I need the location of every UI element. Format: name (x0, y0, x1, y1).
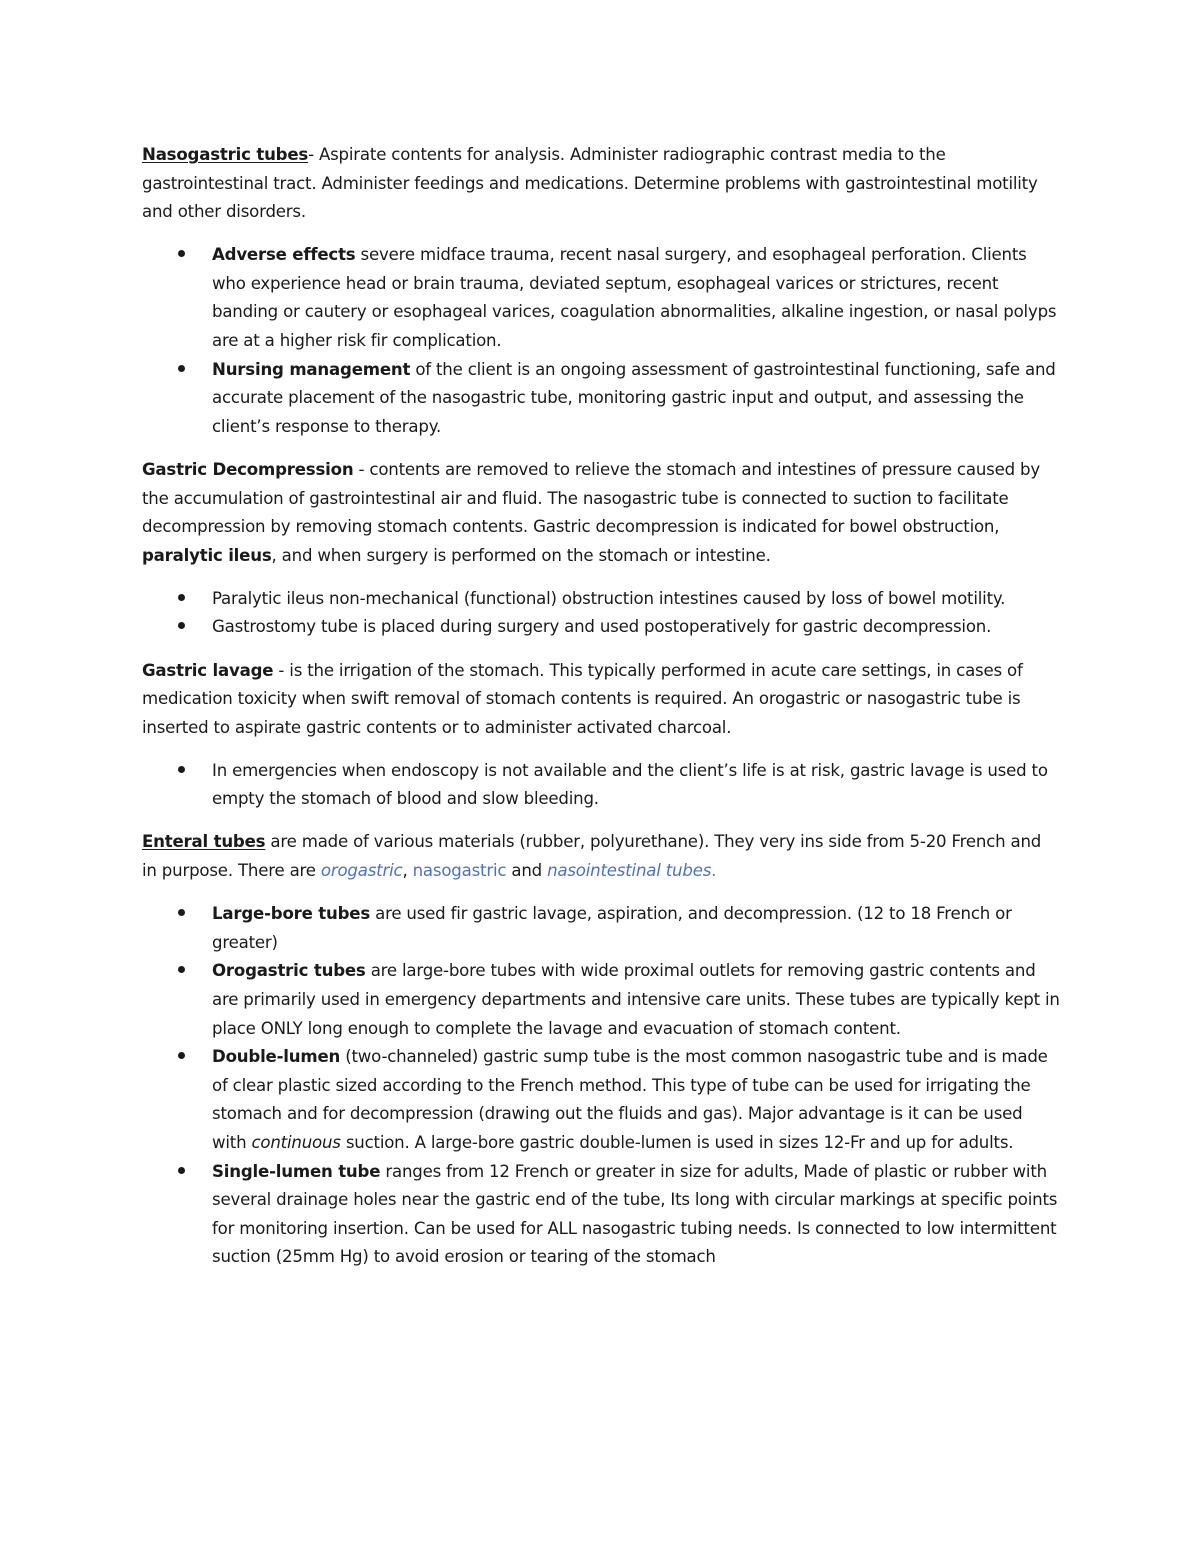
gastric-decompression-text-end: , and when surgery is performed on the stomach or intestine. (271, 545, 771, 565)
gastrostomy-text: Gastrostomy tube is placed during surgery and used postoperatively for gastric decompression. (212, 617, 992, 637)
paralytic-ileus-term: paralytic ileus (142, 545, 272, 565)
bullet-icon (174, 1043, 188, 1072)
nursing-management-term: Nursing management (212, 359, 411, 379)
adverse-effects-text: severe midface trauma, recent nasal surgery, and esophageal perforation. Clients who experience head or brain trauma, deviated septum, esophageal varices or strictures, recent banding or cautery or esophageal varices, coagulation abnormalities, alkaline ingestion, or nasal polyps are at a higher risk fir complication. (212, 245, 1057, 351)
gastric-lavage-heading: Gastric lavage (142, 660, 274, 680)
list-item (142, 356, 1060, 442)
double-lumen-text: (two-channeled) gastric sump tube is the most common nasogastric tube and is made of clear plastic sized according to the French method. This type of tube can be used for irrigating the stomach and for decompression (drawing out the fluids and gas). Major advantage is it can be used with (212, 1047, 1048, 1152)
gastric-lavage-text: - is the irrigation of the stomach. This typically performed in acute care settings, in cases of medication toxicity when swift removal of stomach contents is required. An orogastric or nasogastric tube is inserted to aspirate gastric contents or to administer activated charcoal. (142, 660, 1023, 737)
large-bore-text: are used fir gastric lavage, aspiration, and decompression. (12 to 18 French or greater) (212, 904, 1012, 952)
gastric-decompression-list (142, 585, 1060, 642)
orogastric-link[interactable]: orogastric (320, 861, 403, 881)
enteral-tubes-text: are made of various materials (rubber, polyurethane). They very ins side from 5-20 French and in purpose. There are (142, 832, 1042, 881)
gastric-lavage-list (142, 757, 1060, 814)
continuous-emphasis: continuous (251, 1132, 341, 1152)
bullet-icon (174, 241, 188, 270)
orogastric-text: are large-bore tubes with wide proximal outlets for removing gastric contents and are primarily used in emergency departments and intensive care units. These tubes are typically kept in place ONLY long enough to complete the lavage and evacuation of stomach content. (212, 961, 1060, 1038)
list-item (142, 585, 1060, 614)
nasogastric-text: - Aspirate contents for analysis. Administer radiographic contrast media to the gastrointestinal tract. Administer feedings and medications. Determine problems with gastrointestinal motility and other disorders. (142, 145, 1038, 222)
enteral-tubes-paragraph (142, 828, 1060, 885)
gastric-decompression-paragraph (142, 456, 1060, 570)
nasogastric-list (142, 241, 1060, 441)
gastric-lavage-paragraph (142, 657, 1060, 743)
nasogastric-link[interactable]: nasogastric (412, 861, 507, 881)
gastric-decompression-text: - contents are removed to relieve the stomach and intestines of pressure caused by the accumulation of gastrointestinal air and fluid. The nasogastric tube is connected to suction to facilitate decompression by removing stomach contents. Gastric decompression is indicated for bowel obstruction, (142, 459, 1040, 537)
nasointestinal-tubes-link[interactable]: nasointestinal tubes (547, 861, 712, 881)
document-body (142, 141, 1060, 1286)
orogastric-term: Orogastric tubes (212, 961, 366, 981)
list-item (142, 957, 1060, 1043)
single-lumen-term: Single-lumen tube (212, 1161, 381, 1181)
enteral-tubes-heading: Enteral tubes (142, 832, 266, 852)
nasogastric-heading: Nasogastric tubes (142, 145, 309, 164)
list-item (142, 757, 1060, 814)
bullet-icon (174, 957, 188, 986)
emergencies-text: In emergencies when endoscopy is not available and the client’s life is at risk, gastric lavage is used to empty the stomach of blood and slow bleeding. (212, 760, 1048, 809)
paralytic-ileus-text: Paralytic ileus non-mechanical (functional) obstruction intestines caused by loss of bowel motility. (212, 588, 1006, 608)
bullet-icon (174, 585, 188, 614)
single-lumen-text: ranges from 12 French or greater in size for adults, Made of plastic or rubber with several drainage holes near the gastric end of the tube, Its long with circular markings at specific points for monitoring insertion. Can be used for ALL nasogastric tubing needs. Is connected to low intermittent suction (25mm Hg) to avoid erosion or tearing of the stomach (212, 1161, 1058, 1267)
period: . (711, 861, 717, 881)
large-bore-term: Large-bore tubes (212, 904, 371, 924)
bullet-icon (174, 1158, 188, 1187)
adverse-effects-term: Adverse effects (212, 245, 356, 265)
list-item (142, 241, 1060, 355)
double-lumen-text-end: suction. A large-bore gastric double-lumen is used in sizes 12-Fr and up for adults. (340, 1132, 1014, 1152)
bullet-icon (174, 900, 188, 929)
bullet-icon (174, 356, 188, 385)
double-lumen-term: Double-lumen (212, 1047, 341, 1067)
separator: and (506, 861, 548, 881)
separator: , (402, 861, 413, 881)
list-item (142, 613, 1060, 642)
bullet-icon (174, 613, 188, 642)
gastric-decompression-heading: Gastric Decompression (142, 459, 354, 479)
bullet-icon (174, 757, 188, 786)
nasogastric-paragraph (142, 141, 1060, 227)
nursing-management-text: of the client is an ongoing assessment of gastrointestinal functioning, safe and accurate placement of the nasogastric tube, monitoring gastric input and output, and assessing the client’s response to therapy. (212, 359, 1056, 436)
enteral-tubes-list (142, 900, 1060, 1272)
list-item (142, 1043, 1060, 1157)
list-item (142, 1158, 1060, 1272)
list-item (142, 900, 1060, 957)
